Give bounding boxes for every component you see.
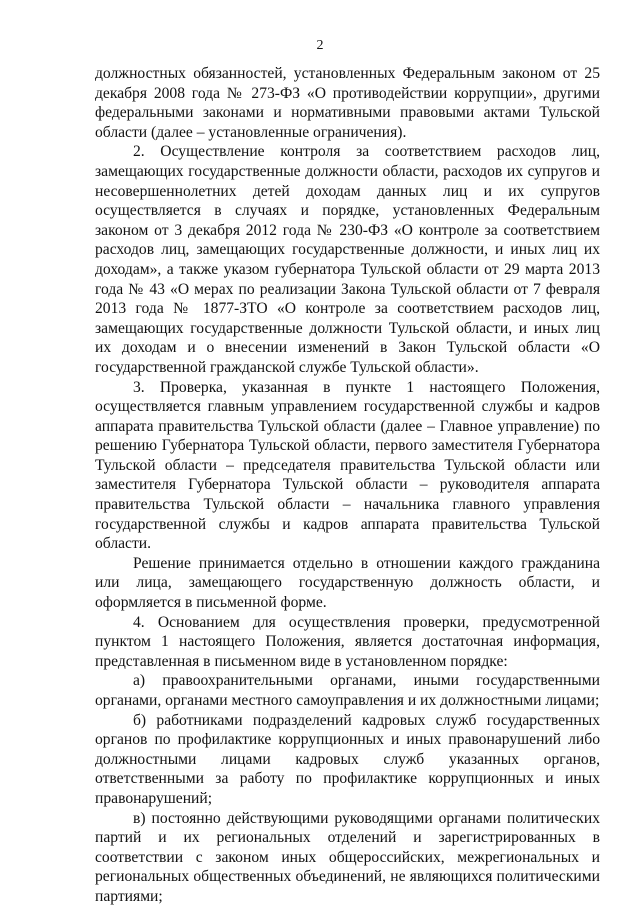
paragraph-item-2: 2. Осуществление контроля за соответствием расходов лиц, замещающих государственные должности области, расходов их супругов и несовершеннолетних детей доходам данных лиц и их супругов осуществляется в случаях и порядке, установленных Федеральным законом от 3 декабря 2012 года № 230-ФЗ «О контроле за соответствием расходов лиц, замещающих государственные должности, и иных лиц их доходам», а также указом губернатора Тульской области от 29 марта 2013 года № 43 «О мерах по реализации Закона Тульской области от 7 февраля 2013 года № 1877-ЗТО «О контроле за соответствием расходов лиц, замещающих государственные должности Тульской области, и иных лиц их доходам и о внесении изменений в Закон Тульской области «О государственной гражданской службе Тульской области». — [95, 143, 600, 376]
document-body — [95, 64, 600, 907]
subitem-b: б) работниками подразделений кадровых служб государственных органов по профилактике коррупционных и иных правонарушений либо должностными лицами кадровых служб указанных органов, ответственными за работу по профилактике коррупционных и иных правонарушений; — [95, 711, 600, 807]
page-number: 2 — [316, 38, 324, 53]
paragraph-continuation: должностных обязанностей, установленных Федеральным законом от 25 декабря 2008 года № 273-ФЗ «О противодействии коррупции», другими федеральными законами и нормативными правовыми актами Тульской области (далее – установленные ограничения). — [95, 65, 600, 141]
paragraph-decision: Решение принимается отдельно в отношении каждого гражданина или лица, замещающего государственную должность области, и оформляется в письменной форме. — [95, 554, 600, 612]
paragraph-item-3: 3. Проверка, указанная в пункте 1 настоящего Положения, осуществляется главным управлением государственной службы и кадров аппарата правительства Тульской области (далее – Главное управление) по решению Губернатора Тульской области, первого заместителя Губернатора Тульской области – председателя правительства Тульской области или заместителя Губернатора Тульской области – руководителя аппарата правительства Тульской области – начальника главного управления государственной службы и кадров аппарата правительства Тульской области. — [95, 378, 600, 553]
paragraph-item-4: 4. Основанием для осуществления проверки, предусмотренной пунктом 1 настоящего Положения, является достаточная информация, представленная в письменном виде в установленном порядке: — [95, 613, 600, 670]
subitem-v: в) постоянно действующими руководящими органами политических партий и их региональных отделений и зарегистрированных в соответствии с законом иных общероссийских, межрегиональных и региональных общественных объединений, не являющихся политическими партиями; — [95, 809, 600, 905]
subitem-a: а) правоохранительными органами, иными государственными органами, органами местного самоуправления и их должностными лицами; — [95, 672, 600, 709]
